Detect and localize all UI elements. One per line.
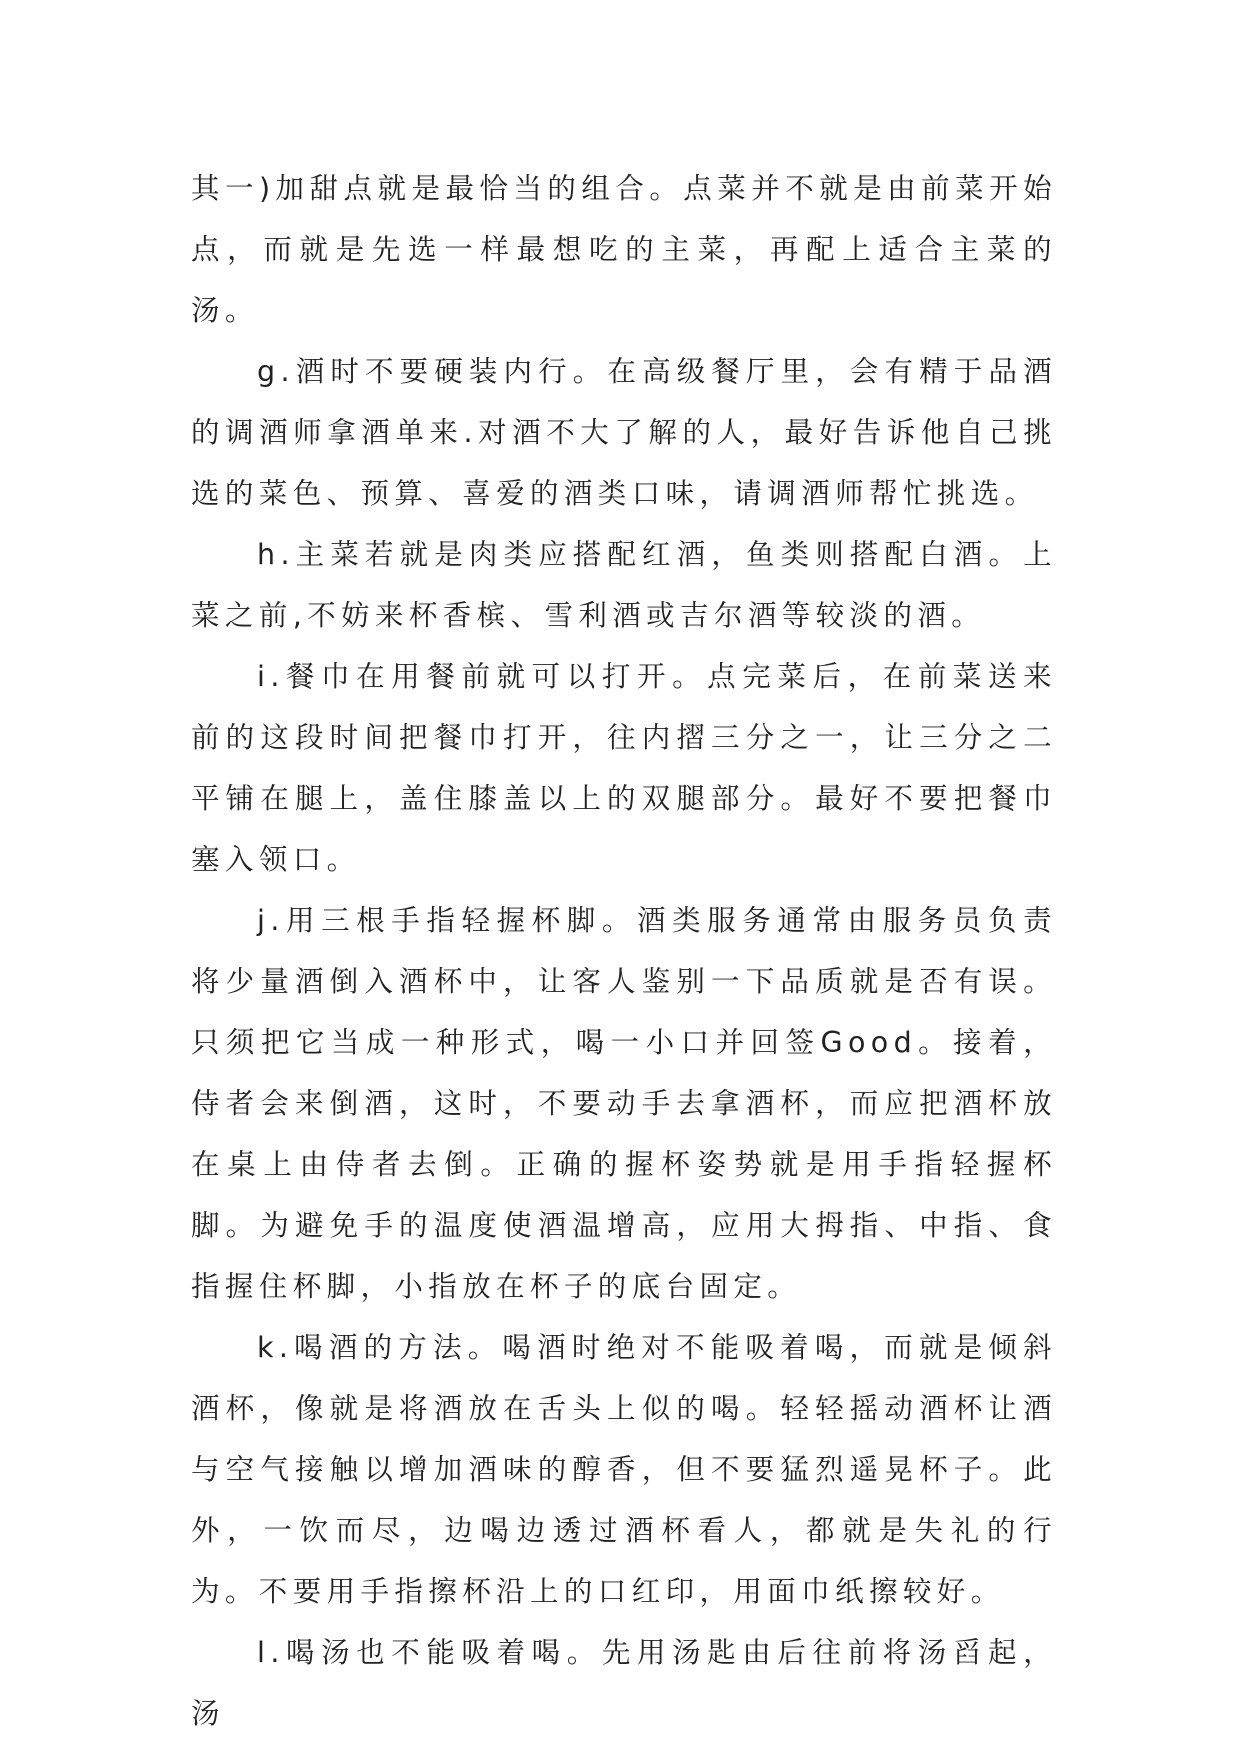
body-text <box>191 158 1057 1744</box>
paragraph-i-napkin: i.餐巾在用餐前就可以打开。点完菜后，在前菜送来前的这段时间把餐巾打开，往内摺三分之一，让三分之二平铺在腿上，盖住膝盖以上的双腿部分。最好不要把餐巾塞入领口。 <box>191 660 1057 876</box>
paragraph-continuation: 其一)加甜点就是最恰当的组合。点菜并不就是由前菜开始点，而就是先选一样最想吃的主菜，再配上适合主菜的汤。 <box>191 172 1057 327</box>
paragraph-k-drinking-method: k.喝酒的方法。喝酒时绝对不能吸着喝，而就是倾斜酒杯，像就是将酒放在舌头上似的喝。轻轻摇动酒杯让酒与空气接触以增加酒味的醇香，但不要猛烈遥晃杯子。此外，一饮而尽，边喝边透过酒杯看人，都就是失礼的行为。不要用手指擦杯沿上的口红印，用面巾纸擦较好。 <box>191 1331 1057 1608</box>
paragraph-g-wine-selection: g.酒时不要硬装内行。在高级餐厅里，会有精于品酒的调酒师拿酒单来.对酒不大了解的人，最好告诉他自己挑选的菜色、预算、喜爱的酒类口味，请调酒师帮忙挑选。 <box>191 355 1057 510</box>
paragraph-j-holding-glass: j.用三根手指轻握杯脚。酒类服务通常由服务员负责将少量酒倒入酒杯中，让客人鉴别一下品质就是否有误。只须把它当成一种形式，喝一小口并回签Good。接着，侍者会来倒酒，这时，不要动手去拿酒杯，而应把酒杯放在桌上由侍者去倒。正确的握杯姿势就是用手指轻握杯脚。为避免手的温度使酒温增高，应用大拇指、中指、食指握住杯脚，小指放在杯子的底台固定。 <box>191 904 1057 1303</box>
paragraph-l-soup: l.喝汤也不能吸着喝。先用汤匙由后往前将汤舀起，汤 <box>191 1636 1057 1730</box>
paragraph-h-wine-pairing: h.主菜若就是肉类应搭配红酒，鱼类则搭配白酒。上菜之前,不妨来杯香槟、雪利酒或吉尔酒等较淡的酒。 <box>191 538 1057 632</box>
